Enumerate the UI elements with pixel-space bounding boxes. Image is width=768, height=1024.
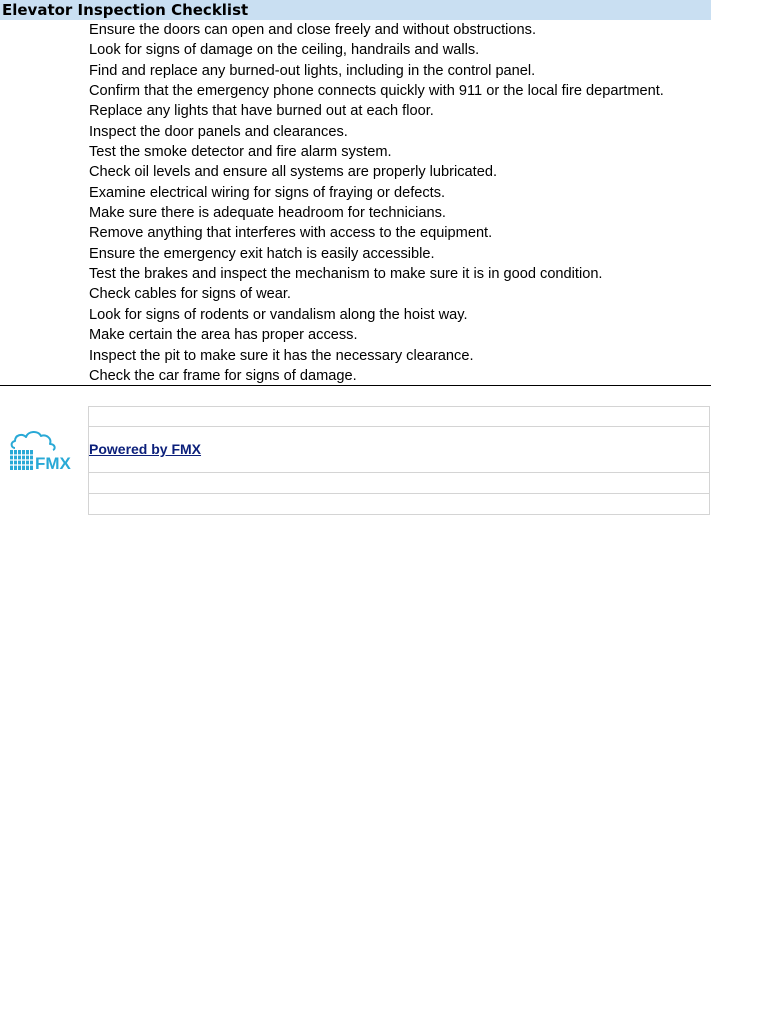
checklist-item: Inspect the door panels and clearances. <box>89 123 348 140</box>
checklist-item: Make certain the area has proper access. <box>89 327 358 344</box>
checklist <box>89 20 664 386</box>
checklist-item: Ensure the emergency exit hatch is easily accessible. <box>89 245 435 262</box>
checklist-item: Check the car frame for signs of damage. <box>89 367 357 384</box>
checklist-item: Test the smoke detector and fire alarm system. <box>89 144 392 161</box>
checklist-item: Replace any lights that have burned out at each floor. <box>89 103 434 120</box>
checklist-item: Check oil levels and ensure all systems are properly lubricated. <box>89 164 498 181</box>
checklist-item: Make sure there is adequate headroom for technicians. <box>89 205 446 222</box>
page-title: Elevator Inspection Checklist <box>2 1 249 19</box>
footer-row <box>89 473 709 494</box>
checklist-item: Ensure the doors can open and close freely and without obstructions. <box>89 22 537 38</box>
checklist-item: Examine electrical wiring for signs of fraying or defects. <box>89 184 446 201</box>
footer-row <box>89 494 709 514</box>
logo-text: FMX <box>35 454 71 473</box>
checklist-item: Find and replace any burned-out lights, including in the control panel. <box>89 62 536 79</box>
checklist-item: Test the brakes and inspect the mechanism to make sure it is in good condition. <box>89 266 603 283</box>
footer-row <box>89 407 709 427</box>
checklist-item: Remove anything that interferes with access to the equipment. <box>89 225 493 242</box>
powered-by-fmx-link[interactable]: Powered by FMX <box>89 441 202 457</box>
fmx-building-cloud-icon <box>7 428 71 474</box>
section-divider <box>0 385 711 386</box>
footer-grid <box>88 406 710 515</box>
checklist-item: Look for signs of damage on the ceiling, handrails and walls. <box>89 42 480 59</box>
checklist-item: Confirm that the emergency phone connects quickly with 911 or the local fire department. <box>89 83 664 100</box>
checklist-item: Check cables for signs of wear. <box>89 286 291 303</box>
checklist-item: Inspect the pit to make sure it has the necessary clearance. <box>89 347 474 364</box>
checklist-item: Look for signs of rodents or vandalism along the hoist way. <box>89 306 468 323</box>
footer-row <box>89 427 709 473</box>
